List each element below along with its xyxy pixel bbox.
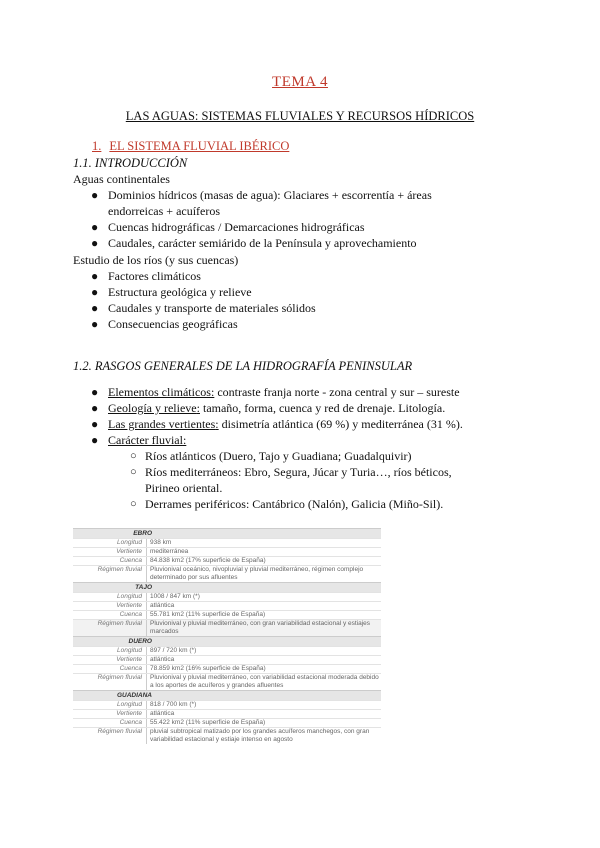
list-item: ● Factores climáticos <box>91 269 201 283</box>
list-item: ● Caudales, carácter semiárido de la Península y aprovechamiento <box>91 236 417 250</box>
list-item: ● Carácter fluvial: ○ Ríos atlánticos (Duero, Tajo y Guadiana; Guadalquivir) ○ Ríos mediterráneos: Ebro, Segura, Júcar y Turia…, ríos béticos, Pirineo oriental. ○ Derrames periféricos: Cantábrico (Nalón), Galicia (Miño-Sil). <box>0 432 488 512</box>
list-caracter-fluvial <box>108 448 488 512</box>
table-row: Longitud 1008 / 847 km (*) <box>73 592 381 601</box>
table-row: Régimen fluvial pluvial subtropical matizado por los grandes acuíferos manchegos, con gran variabilidad estacional y estiaje intenso en agosto <box>73 727 381 744</box>
bullet-icon: ● <box>91 220 99 234</box>
bullet-icon: ● <box>91 433 99 447</box>
table-row: Cuenca 84.838 km2 (17% superficie de España) <box>73 556 381 565</box>
table-row: Vertiente mediterránea <box>73 547 381 556</box>
river-header: DUERO <box>73 636 381 646</box>
page-subtitle: LAS AGUAS: SISTEMAS FLUVIALES Y RECURSOS HÍDRICOS <box>125 109 475 123</box>
list-item: ● Consecuencias geográficas <box>91 317 238 331</box>
bullet-icon: ● <box>91 417 99 431</box>
table-row: Vertiente atlántica <box>73 655 381 664</box>
table-row: Longitud 938 km <box>73 538 381 547</box>
bullet-icon: ● <box>91 269 99 283</box>
bullet-icon: ● <box>91 301 99 315</box>
bullet-icon: ● <box>91 385 99 399</box>
section-heading <box>92 138 289 154</box>
bullet-icon: ● <box>91 285 99 299</box>
table-row: Longitud 818 / 700 km (*) <box>73 700 381 709</box>
list-item: ○ Derrames periféricos: Cantábrico (Nalón), Galicia (Miño-Sil). <box>130 497 444 511</box>
group-label-aguas: Aguas continentales <box>73 172 170 186</box>
list-item: ● Geología y relieve: tamaño, forma, cuenca y red de drenaje. Litología. <box>91 401 446 415</box>
rivers-table <box>73 528 381 744</box>
list-item: ● Estructura geológica y relieve <box>91 285 252 299</box>
group-label-rios: Estudio de los ríos (y sus cuencas) <box>73 253 239 267</box>
list-item: ● Cuencas hidrográficas / Demarcaciones hidrográficas <box>91 220 365 234</box>
list-item: ○ Ríos mediterráneos: Ebro, Segura, Júcar y Turia…, ríos béticos, Pirineo oriental. <box>130 465 452 495</box>
table-row: Vertiente atlántica <box>73 601 381 610</box>
bullet-icon: ● <box>91 401 99 415</box>
table-row: Cuenca 55.781 km2 (11% superficie de España) <box>73 610 381 619</box>
table-row: Vertiente atlántica <box>73 709 381 718</box>
list-item: ○ Ríos atlánticos (Duero, Tajo y Guadiana; Guadalquivir) <box>130 449 412 463</box>
bullet-icon: ● <box>91 188 99 202</box>
river-header: GUADIANA <box>73 690 381 700</box>
list-aguas-continentales <box>0 187 488 251</box>
bullet-icon: ● <box>91 236 99 250</box>
section-number: 1. <box>92 139 102 153</box>
bullet-icon: ● <box>91 317 99 331</box>
table-row: Régimen fluvial Pluvionival y pluvial mediterráneo, con variabilidad estacional moderada debido a los aportes de acuíferos y grandes afluentes <box>73 673 381 690</box>
table-row: Cuenca 78.859 km2 (16% superficie de España) <box>73 664 381 673</box>
list-item: ● Elementos climáticos: contraste franja norte - zona central y sur – sureste <box>91 385 460 399</box>
page-title: TEMA 4 <box>272 74 328 90</box>
circle-bullet-icon: ○ <box>130 450 137 462</box>
table-row: Longitud 897 / 720 km (*) <box>73 646 381 655</box>
circle-bullet-icon: ○ <box>130 498 137 510</box>
table-row: Cuenca 55.422 km2 (11% superficie de España) <box>73 718 381 727</box>
river-header: EBRO <box>73 528 381 538</box>
list-item: ● Las grandes vertientes: disimetría atlántica (69 %) y mediterránea (31 %). <box>91 417 463 431</box>
section-title: EL SISTEMA FLUVIAL IBÉRICO <box>109 139 290 153</box>
river-header: TAJO <box>73 582 381 592</box>
list-rasgos <box>0 384 488 512</box>
table-row: Régimen fluvial Pluvionival oceánico, nivopluvial y pluvial mediterráneo, régimen complejo determinado por sus afluentes <box>73 565 381 582</box>
subsection-heading-intro: 1.1. INTRODUCCIÓN <box>73 156 188 170</box>
list-estudio-rios <box>0 268 488 332</box>
list-item: ● Dominios hídricos (masas de agua): Glaciares + escorrentía + áreas endorreicas + acuíferos <box>91 188 432 218</box>
table-row: Régimen fluvial Pluvionival y pluvial mediterráneo, con gran variabilidad estacional y estiajes marcados <box>73 619 381 636</box>
list-item: ● Caudales y transporte de materiales sólidos <box>91 301 316 315</box>
subsection-heading-rasgos: 1.2. RASGOS GENERALES DE LA HIDROGRAFÍA PENINSULAR <box>73 359 413 373</box>
circle-bullet-icon: ○ <box>130 466 137 478</box>
